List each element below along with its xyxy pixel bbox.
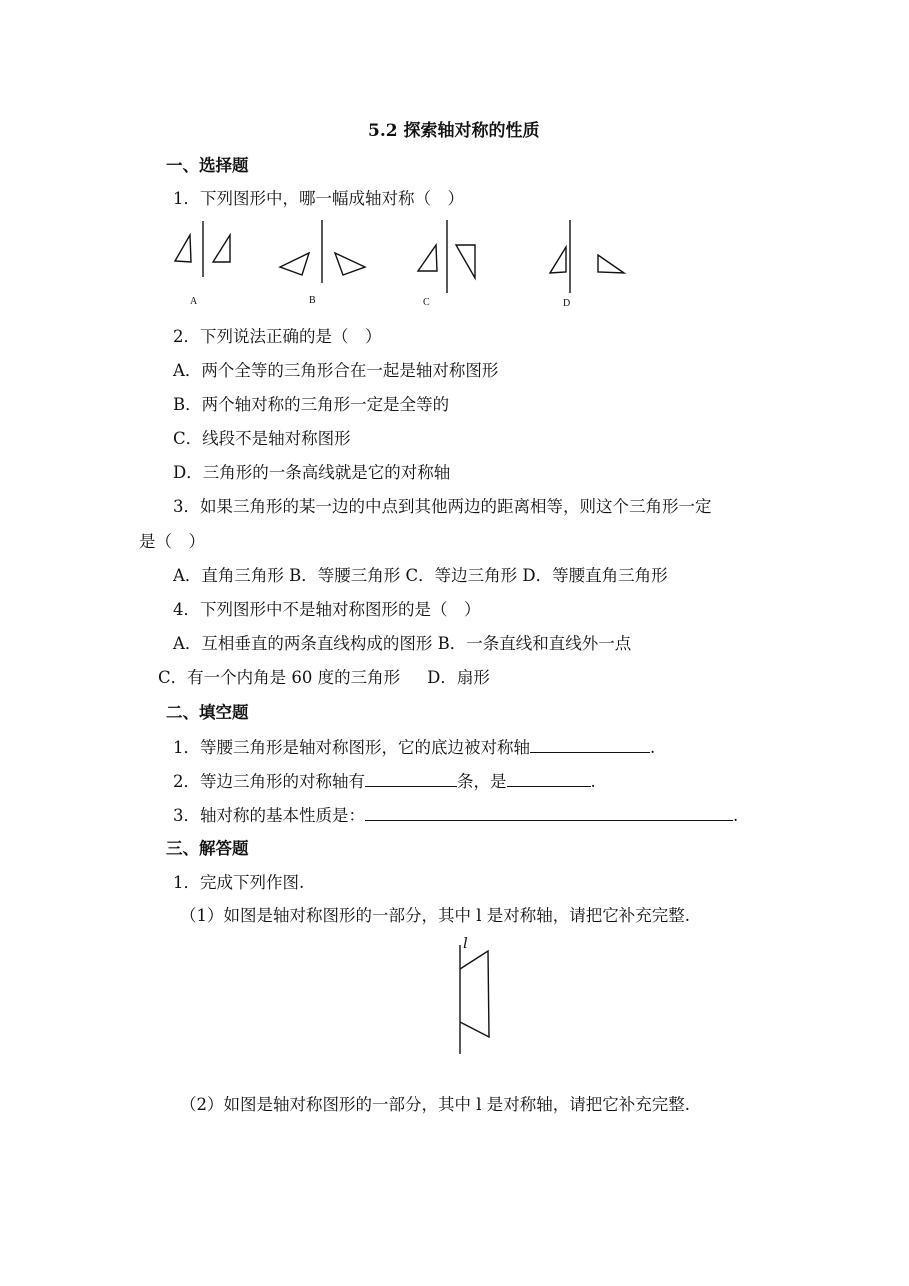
part-1-figure	[440, 935, 510, 1060]
question-4-options-cd: C．有一个内角是 60 度的三角形 D．扇形	[158, 668, 490, 687]
question-3-line-2: 是（ ）	[139, 532, 205, 551]
fill-blank-2a[interactable]	[365, 771, 457, 787]
fill-question-3	[173, 805, 738, 826]
section-heading-answer: 三、解答题	[166, 839, 249, 858]
option-label-b: B	[309, 295, 316, 306]
question-4: 4．下列图形中不是轴对称图形的是（ ）	[173, 600, 481, 619]
fill-question-1	[173, 737, 655, 758]
question-4-options-ab: A．互相垂直的两条直线构成的图形 B．一条直线和直线外一点	[173, 634, 632, 653]
section-heading-fill: 二、填空题	[166, 703, 249, 722]
question-2-option-c: C．线段不是轴对称图形	[173, 429, 351, 448]
answer-part-2: （2）如图是轴对称图形的一部分，其中 l 是对称轴，请把它补充完整.	[180, 1095, 691, 1114]
option-a-figure	[175, 221, 230, 277]
fill-question-1-text: 1．等腰三角形是轴对称图形，它的底边被对称轴	[173, 738, 530, 757]
question-2-option-b: B．两个轴对称的三角形一定是全等的	[173, 395, 450, 414]
option-label-d: D	[563, 298, 571, 309]
fill-question-3-text: 3．轴对称的基本性质是：	[173, 806, 365, 825]
question-3-options: A．直角三角形 B．等腰三角形 C．等边三角形 D．等腰直角三角形	[173, 566, 668, 585]
question-2-option-d: D．三角形的一条高线就是它的对称轴	[173, 463, 451, 482]
fill-question-1-end: .	[650, 738, 656, 757]
answer-question-1: 1．完成下列作图.	[173, 873, 305, 892]
page-title: 5.2 探索轴对称的性质	[368, 121, 540, 141]
option-label-a: A	[190, 296, 198, 307]
option-b-figure	[280, 220, 365, 283]
answer-part-1: （1）如图是轴对称图形的一部分，其中 l 是对称轴，请把它补充完整.	[180, 906, 691, 925]
fill-blank-1[interactable]	[530, 737, 650, 753]
question-1: 1．下列图形中，哪一幅成轴对称（ ）	[173, 189, 464, 208]
q1-figures	[160, 215, 650, 315]
section-heading-choice: 一、选择题	[166, 156, 249, 175]
fill-question-3-end: .	[733, 806, 739, 825]
fill-blank-3[interactable]	[365, 805, 733, 821]
fill-question-2-text: 2．等边三角形的对称轴有	[173, 772, 365, 791]
fill-question-2	[173, 771, 596, 792]
axis-label-l: l	[463, 934, 468, 952]
fill-blank-2b[interactable]	[507, 771, 591, 787]
option-label-c: C	[423, 297, 430, 308]
option-d-figure	[550, 220, 624, 293]
question-2: 2．下列说法正确的是（ ）	[173, 327, 382, 346]
question-2-option-a: A．两个全等的三角形合在一起是轴对称图形	[173, 361, 499, 380]
fill-question-2-end: .	[590, 772, 596, 791]
fill-question-2-mid: 条，是	[457, 772, 507, 791]
question-3-line-1: 3．如果三角形的某一边的中点到其他两边的距离相等，则这个三角形一定	[173, 497, 712, 516]
option-c-figure	[418, 220, 475, 293]
